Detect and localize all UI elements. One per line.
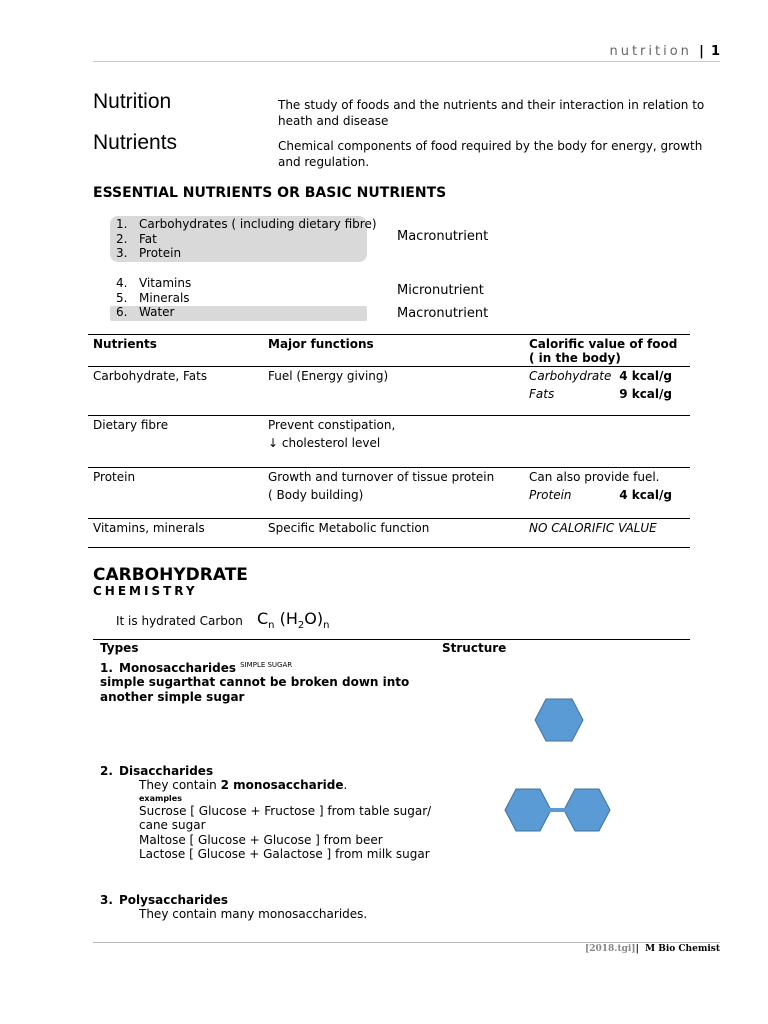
col-header-calorific: Calorific value of food ( in the body) (524, 335, 690, 367)
down-arrow-icon: ↓ (268, 436, 279, 450)
structure-header: Structure (442, 641, 507, 655)
col-header-functions: Major functions (263, 335, 524, 367)
water-macronutrient-tag: Macronutrient (397, 306, 489, 321)
page-header (609, 44, 720, 59)
nutrient-table (88, 334, 690, 548)
header-separator: | (699, 44, 704, 59)
header-rule (93, 61, 720, 62)
micronutrient-tag: Micronutrient (397, 283, 484, 298)
carbohydrate-formula: $C_n$ $(H_2O)_n$ (257, 609, 330, 632)
disaccharide-hexagons-icon (503, 788, 613, 832)
list-item: 5. Minerals (116, 291, 190, 305)
formula-label: It is hydrated Carbon (116, 614, 243, 628)
list-item: 2. Fat (116, 232, 157, 246)
col-header-nutrients: Nutrients (88, 335, 263, 367)
definition-nutrients: Chemical components of food required by the body for energy, growth and regulation. (278, 139, 703, 169)
types-rule (93, 639, 690, 640)
definition-nutrition: The study of foods and the nutrients and their interaction in relation to heath and disease (278, 98, 705, 128)
monosaccharide-hexagon-icon (533, 698, 585, 742)
type-polysaccharides: 3. Polysaccharides They contain many monosaccharides. (100, 893, 368, 921)
macronutrient-tag: Macronutrient (397, 229, 489, 244)
type-disaccharides: 2. Disaccharides They contain 2 monosaccharide. examples Sucrose [ Glucose + Fructose ] from table sugar/ cane sugar Maltose [ Glucose + Glucose ] from beer Lactose [ Glucose + Galactose ] from milk sugar (100, 764, 432, 861)
table-header-row (88, 335, 690, 367)
page-number: 1 (710, 44, 720, 59)
chemistry-subtitle: CHEMISTRY (93, 584, 198, 598)
essential-heading: ESSENTIAL NUTRIENTS OR BASIC NUTRIENTS (93, 185, 447, 201)
type-monosaccharides: 1. Monosaccharides $^{SIMPLE SUGAR}$ simple sugarthat cannot be broken down into another simple sugar (100, 661, 410, 704)
carbohydrate-title: CARBOHYDRATE (93, 565, 248, 585)
footer-rule (93, 942, 720, 943)
list-item: 6. Water (116, 305, 175, 319)
list-item: 3. Protein (116, 246, 182, 260)
term-nutrients: Nutrients (93, 131, 178, 154)
table-row: Protein Growth and turnover of tissue protein ( Body building) Can also provide fuel. Protein 4 kcal/g (88, 468, 690, 519)
list-item: 1. Carbohydrates ( including dietary fibre) (116, 217, 377, 231)
types-header: Types (100, 641, 139, 655)
page-footer: [2018.tgi]| M Bio Chemist (585, 944, 720, 954)
header-title: nutrition (609, 44, 692, 59)
table-row: Vitamins, minerals Specific Metabolic function NO CALORIFIC VALUE (88, 519, 690, 548)
table-row: Dietary fibre Prevent constipation, ↓ cholesterol level (88, 416, 690, 468)
term-nutrition: Nutrition (93, 90, 172, 113)
table-row: Carbohydrate, Fats Fuel (Energy giving) Carbohydrate 4 kcal/g Fats 9 kcal/g (88, 367, 690, 416)
list-item: 4. Vitamins (116, 276, 192, 290)
